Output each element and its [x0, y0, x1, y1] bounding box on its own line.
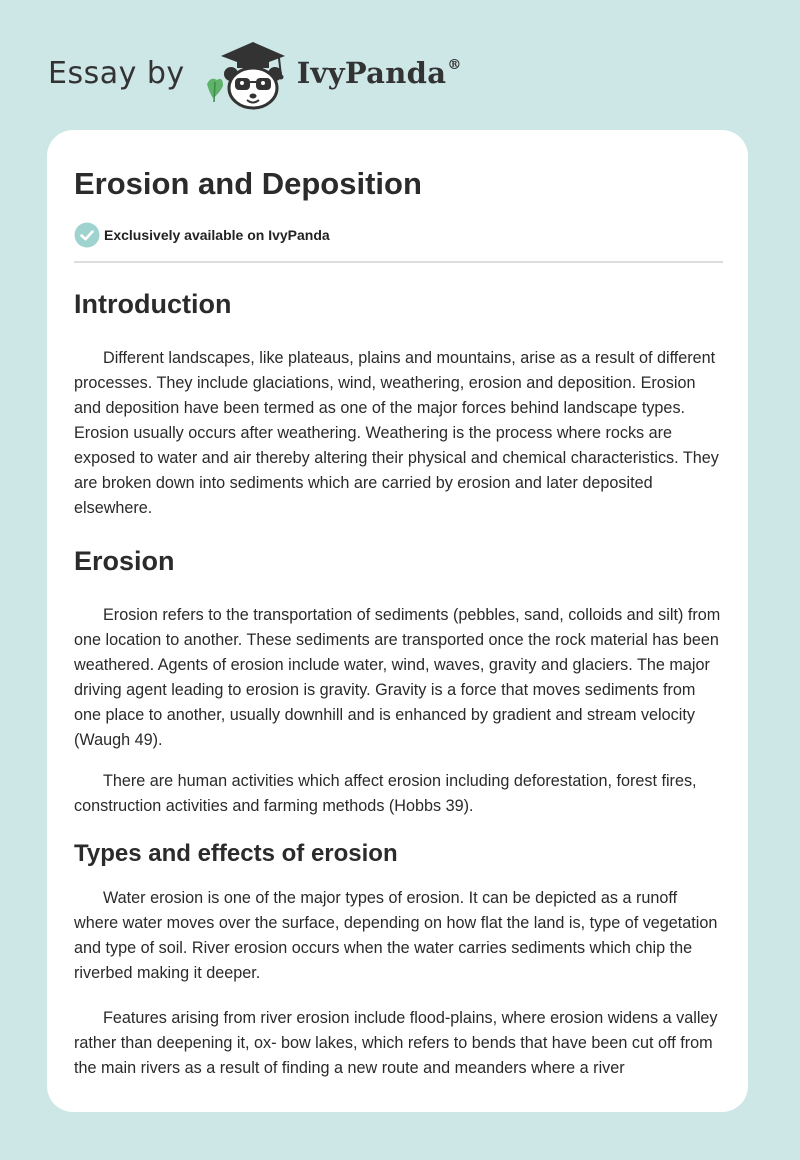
page-title: Erosion and Deposition [74, 166, 422, 201]
panda-graduate-icon [201, 36, 297, 110]
check-circle-icon [74, 222, 100, 248]
brand-logo-text [297, 56, 462, 90]
paragraph-erosion-1: Erosion refers to the transportation of sediments (pebbles, sand, colloids and silt) from one location to another. These sediments are transported once the rock material has been weathered. Agents of erosion include water, wind, waves, gravity and glaciers. The major driving agent leading to erosion is gravity. Gravity is a force that moves sediments from one place to another, usually downhill and is enhanced by gradient and stream velocity (Waugh 49). [74, 606, 721, 749]
section-heading-introduction: Introduction [74, 289, 232, 319]
paragraph-types-2: Features arising from river erosion include flood-plains, where erosion widens a valley rather than deepening it, ox- bow lakes, which refers to bends that have been cut off from the main rivers as a result of finding a new route and meanders where a river [74, 1009, 718, 1077]
essay-body [74, 278, 723, 1081]
exclusive-badge [74, 222, 330, 248]
site-header [48, 36, 462, 110]
essay-card [47, 130, 748, 1112]
essay-by-label: Essay by [48, 55, 185, 91]
title-divider [74, 261, 723, 263]
section-heading-types-and-effects: Types and effects of erosion [74, 840, 398, 867]
section-heading-erosion: Erosion [74, 546, 175, 576]
brand-name: IvyPanda [296, 56, 447, 90]
exclusive-badge-label: Exclusively available on IvyPanda [104, 227, 330, 243]
registered-mark: ® [447, 57, 462, 73]
paragraph-types-1: Water erosion is one of the major types of erosion. It can be depicted as a runoff where water moves over the surface, depending on how flat the land is, type of vegetation and type of soil. River erosion occurs when the water carries sediments which chip the riverbed making it deeper. [74, 889, 718, 982]
paragraph-introduction-1: Different landscapes, like plateaus, plains and mountains, arise as a result of different processes. They include glaciations, wind, weathering, erosion and deposition. Erosion and deposition have been termed as one of the major forces behind landscape types. Erosion usually occurs after weathering. Weathering is the process where rocks are exposed to water and air thereby altering their physical and chemical characteristics. They are broken down into sediments which are carried by erosion and later deposited elsewhere. [74, 349, 719, 517]
paragraph-erosion-2: There are human activities which affect erosion including deforestation, forest fires, construction activities and farming methods (Hobbs 39). [74, 772, 697, 815]
